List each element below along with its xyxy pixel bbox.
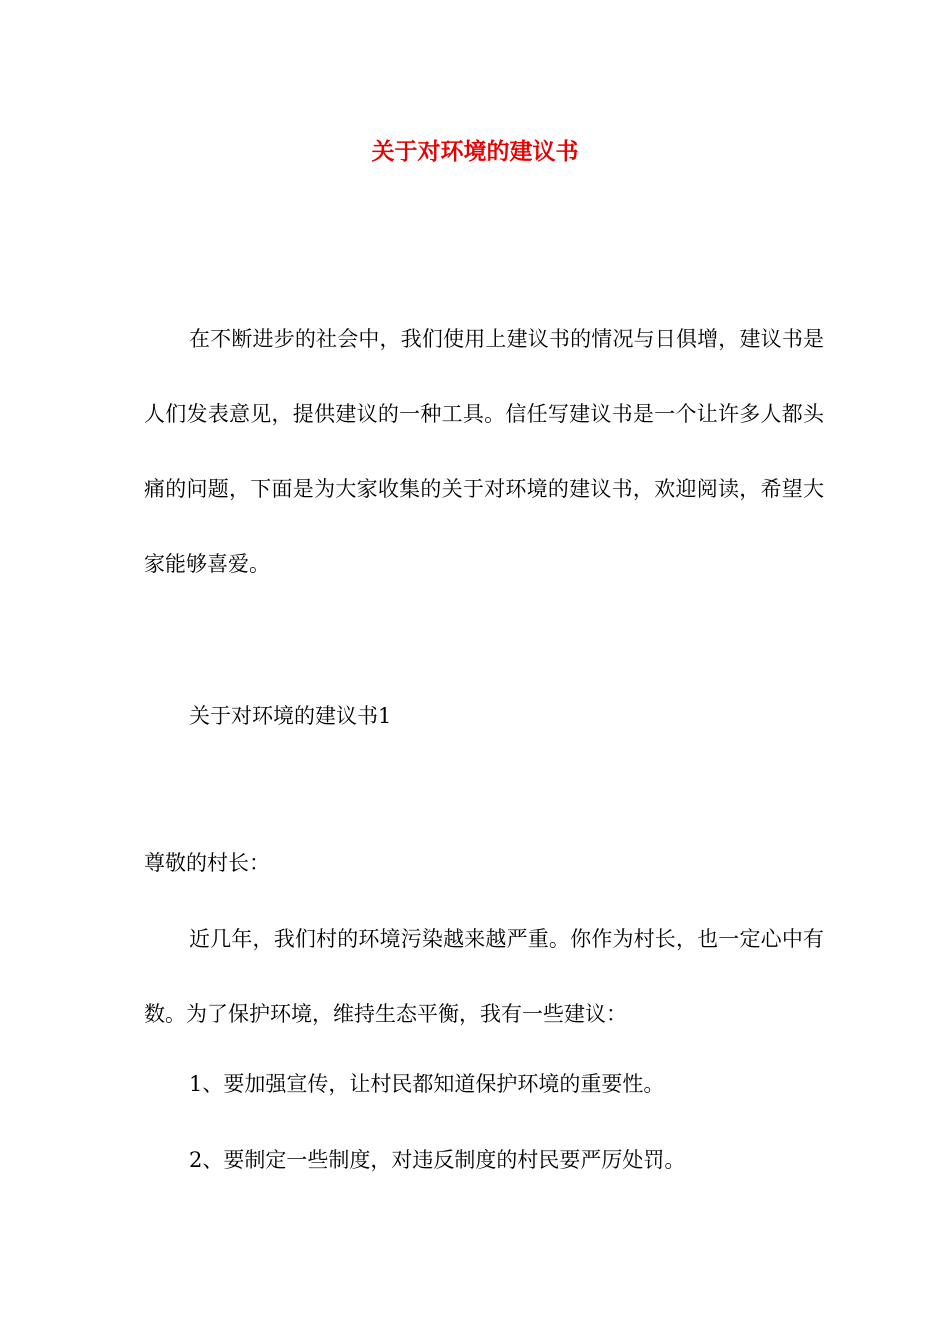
document-title: 关于对环境的建议书 bbox=[371, 138, 579, 165]
list-item: 1、要加强宣传，让村民都知道保护环境的重要性。 bbox=[189, 1072, 665, 1096]
list-item: 2、要制定一些制度，对违反制度的村民要严厉处罚。 bbox=[189, 1148, 686, 1172]
intro-paragraph: 在不断进步的社会中，我们使用上建议书的情况与日俱增，建议书是人们发表意见，提供建议的一种工具。信任写建议书是一个让许多人都头痛的问题，下面是为大家收集的关于对环境的建议书，欢迎阅读，希望大家能够喜爱。 bbox=[144, 327, 824, 576]
paragraph-1: 近几年，我们村的环境污染越来越严重。你作为村长，也一定心中有数。为了保护环境，维持生态平衡，我有一些建议： bbox=[144, 927, 824, 1026]
section-heading: 关于对环境的建议书1 bbox=[189, 704, 392, 728]
salutation: 尊敬的村长： bbox=[144, 851, 270, 875]
